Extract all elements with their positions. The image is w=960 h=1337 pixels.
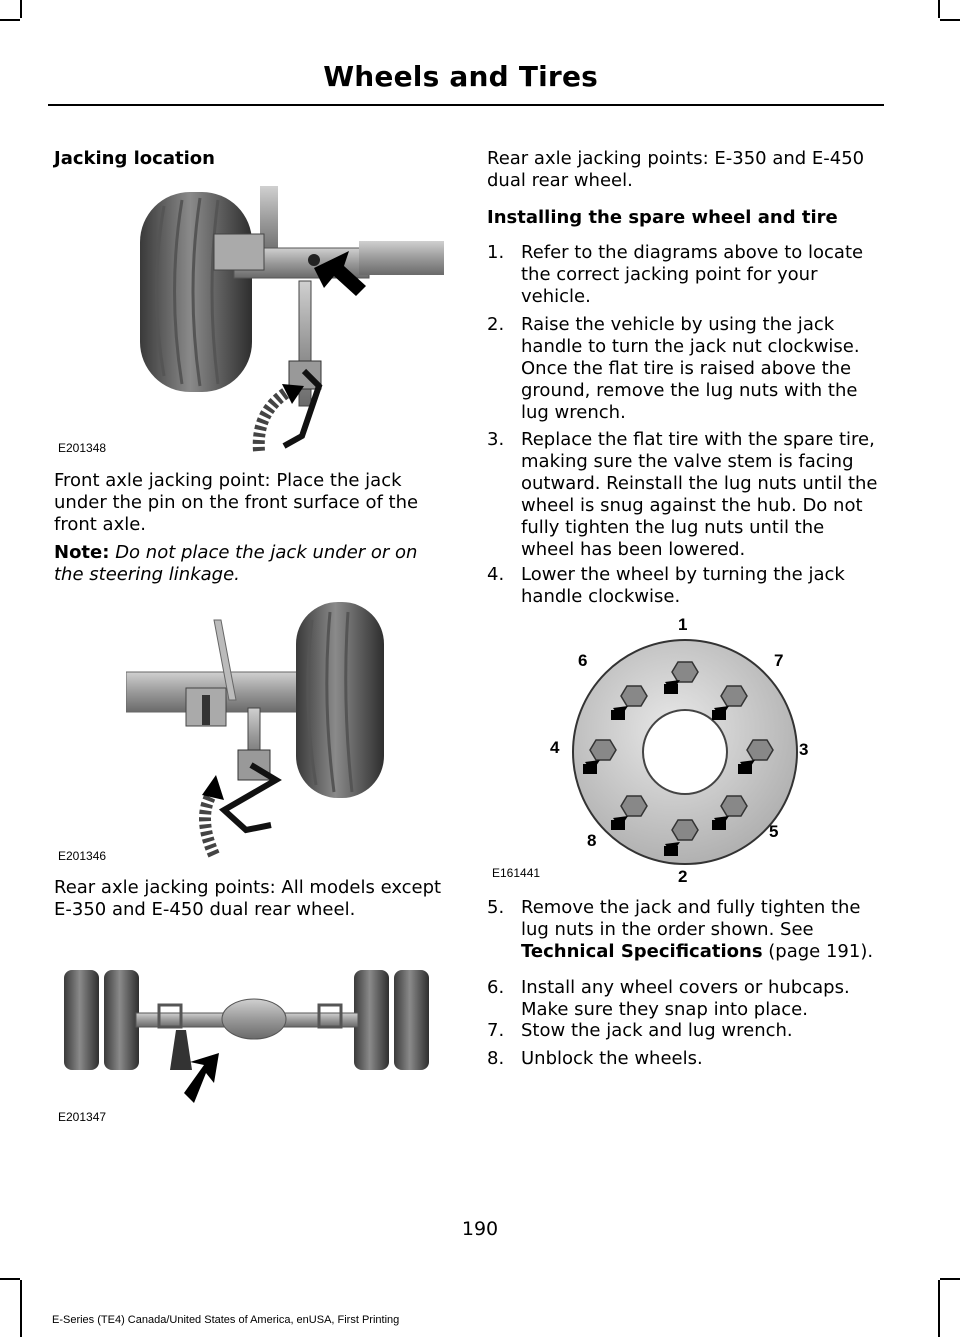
page-title: Wheels and Tires bbox=[323, 60, 598, 93]
step-number: 7. bbox=[487, 1020, 505, 1041]
lug-label-8: 8 bbox=[587, 831, 597, 850]
lug-label-4: 4 bbox=[550, 738, 560, 757]
figure-code-e201347: E201347 bbox=[58, 1110, 107, 1124]
steps-list-a bbox=[487, 242, 882, 612]
rear-axle-caption: Rear axle jacking points: All models except E-350 and E-450 dual rear wheel. bbox=[54, 877, 442, 920]
step-text: Unblock the wheels. bbox=[521, 1048, 703, 1069]
note-label: Note: bbox=[54, 542, 110, 563]
document-footer: E-Series (TE4) Canada/United States of America, enUSA, First Printing bbox=[52, 1314, 400, 1326]
lug-label-1: 1 bbox=[678, 615, 688, 634]
step-text-part: Remove the jack and fully tighten the lug nuts in the order shown. See bbox=[521, 897, 861, 940]
front-axle-caption: Front axle jacking point: Place the jack under the pin on the front surface of the front axle. bbox=[54, 470, 419, 535]
steps-list-b bbox=[487, 897, 882, 1077]
step-number: 3. bbox=[487, 429, 505, 450]
crop-mark bbox=[940, 1278, 960, 1280]
step-number: 6. bbox=[487, 977, 505, 998]
crop-mark bbox=[940, 19, 960, 21]
front-axle-jacking-illustration bbox=[134, 186, 444, 456]
step-text: Install any wheel covers or hubcaps. Make sure they snap into place. bbox=[521, 977, 850, 1020]
step-text: Lower the wheel by turning the jack handle clockwise. bbox=[521, 564, 845, 607]
step-text: Raise the vehicle by using the jack handle to turn the jack nut clockwise. Once the flat tire is raised above the ground, remove the lug nuts with the lug wrench. bbox=[521, 314, 860, 423]
crop-mark bbox=[938, 1280, 940, 1337]
step-number: 4. bbox=[487, 564, 505, 585]
crop-mark bbox=[0, 19, 20, 21]
section-heading-jacking-location: Jacking location bbox=[54, 148, 215, 169]
crop-mark bbox=[20, 1280, 22, 1337]
step-text bbox=[521, 897, 883, 963]
step-number: 2. bbox=[487, 314, 505, 335]
rear-axle-jacking-illustration bbox=[126, 600, 386, 858]
step-text: Stow the jack and lug wrench. bbox=[521, 1020, 793, 1041]
section-heading-installing-spare: Installing the spare wheel and tire bbox=[487, 207, 838, 228]
figure-code-e201346: E201346 bbox=[58, 849, 107, 863]
lug-label-6: 6 bbox=[578, 651, 588, 670]
technical-specifications-link[interactable]: Technical Specifications bbox=[521, 941, 763, 962]
crop-mark bbox=[20, 0, 22, 18]
step-text: Replace the flat tire with the spare tire, making sure the valve stem is facing outward. Reinstall the lug nuts until the wheel is snug against the hub. Do not fully tighten the lug nuts until the wheel has been lowered. bbox=[521, 429, 878, 560]
rear-dual-caption: Rear axle jacking points: E-350 and E-450 dual rear wheel. bbox=[487, 148, 865, 191]
lug-label-3: 3 bbox=[799, 740, 809, 759]
rear-axle-top-view-illustration bbox=[64, 965, 444, 1105]
step-number: 5. bbox=[487, 897, 505, 918]
note-steering-linkage bbox=[54, 542, 452, 586]
step-number: 8. bbox=[487, 1048, 505, 1069]
step-text: Refer to the diagrams above to locate the correct jacking point for your vehicle. bbox=[521, 242, 864, 307]
figure-code-e201348: E201348 bbox=[58, 441, 107, 455]
lug-label-2: 2 bbox=[678, 867, 688, 886]
step-number: 1. bbox=[487, 242, 505, 263]
crop-mark bbox=[0, 1278, 20, 1280]
page-number: 190 bbox=[461, 1218, 499, 1240]
figure-code-e161441: E161441 bbox=[492, 866, 541, 880]
crop-mark bbox=[938, 0, 940, 18]
note-text: Do not place the jack under or on the steering linkage. bbox=[54, 542, 418, 585]
lug-label-5: 5 bbox=[769, 822, 779, 841]
header-divider bbox=[48, 104, 884, 106]
step-text-part: (page 191). bbox=[762, 941, 874, 962]
lug-label-7: 7 bbox=[774, 651, 784, 670]
lug-nut-sequence-diagram bbox=[540, 612, 830, 887]
